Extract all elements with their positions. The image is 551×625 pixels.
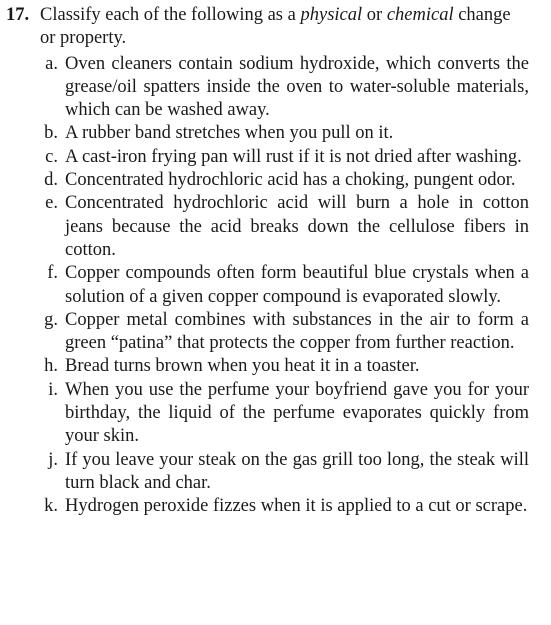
item-letter: b. [44,123,58,144]
list-item-f [6,262,529,309]
item-text: Copper metal combines with substances in the air to form a green “patina” that protects the copper from further reaction. [65,309,529,354]
question-number: 17. [6,5,30,25]
list-item-b [6,122,529,145]
item-text: Oven cleaners contain sodium hydroxide, which converts the grease/oil spatters inside the oven to water-soluble materials, which can be washed away. [65,53,529,121]
question-prompt [40,4,529,51]
item-letter: i. [48,379,58,400]
list-item-i [6,379,529,449]
list-item-j [6,449,529,496]
list-item-g [6,309,529,356]
item-text: Concentrated hydrochloric acid has a choking, pungent odor. [65,170,516,191]
item-text: If you leave your steak on the gas grill too long, the steak will turn black and char. [65,449,529,493]
item-text: Concentrated hydrochloric acid will burn a hole in cotton jeans because the acid breaks down the cellulose fibers in cotton. [65,193,529,260]
item-letter: g. [44,309,58,330]
prompt-text-middle: or [362,5,387,25]
item-list [6,53,529,519]
list-item-e [6,192,529,262]
item-text: Copper compounds often form beautiful blue crystals when a solution of a given copper compound is evaporated slowly. [65,263,529,307]
item-text: When you use the perfume your boyfriend gave you for your birthday, the liquid of the perfume evaporates quickly from your skin. [65,379,529,447]
prompt-text-before: Classify each of the following as a [40,5,301,25]
item-letter: f. [47,263,58,284]
item-letter: d. [44,170,58,191]
item-letter: c. [45,146,58,167]
list-item-d [6,169,529,192]
item-letter: h. [44,356,58,377]
list-item-c [6,146,529,169]
item-text: A cast-iron frying pan will rust if it is not dried after washing. [65,146,522,167]
prompt-text-after: change or property. [40,5,511,49]
item-letter: e. [45,193,58,214]
item-letter: j. [48,449,58,470]
term-chemical: chemical [386,5,454,25]
list-item-h [6,355,529,378]
item-text: A rubber band stretches when you pull on it. [65,123,394,144]
item-text: Bread turns brown when you heat it in a toaster. [65,356,420,377]
term-physical: physical [300,5,363,25]
list-item-a [6,53,529,123]
item-text: Hydrogen peroxide fizzes when it is applied to a cut or scrape. [65,496,528,517]
item-letter: a. [45,53,58,74]
question-17-header [6,4,529,51]
item-letter: k. [44,496,58,517]
list-item-k [6,495,529,518]
